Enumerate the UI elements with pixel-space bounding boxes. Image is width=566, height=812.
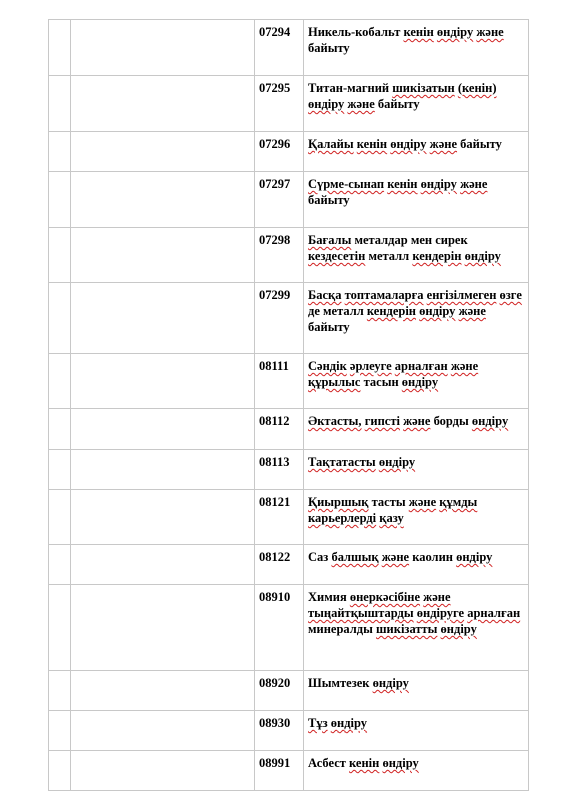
empty-cell-a (49, 545, 71, 585)
activity-code: 08920 (255, 671, 304, 711)
empty-cell-a (49, 20, 71, 76)
empty-cell-a (49, 751, 71, 791)
activity-name: Сәндік әрлеуге арналған және құрылыс тасын өндіру (304, 354, 529, 409)
empty-cell-a (49, 76, 71, 132)
table-row (49, 409, 529, 450)
table-row (49, 711, 529, 751)
classifier-table (48, 19, 529, 791)
activity-name: Әктасты, гипсті және борды өндіру (304, 409, 529, 450)
empty-cell-b (71, 450, 255, 490)
empty-cell-b (71, 354, 255, 409)
activity-code: 08121 (255, 490, 304, 545)
empty-cell-a (49, 172, 71, 228)
activity-code: 08111 (255, 354, 304, 409)
table-row (49, 671, 529, 711)
activity-code: 07295 (255, 76, 304, 132)
table-row (49, 450, 529, 490)
activity-name: Шымтезек өндіру (304, 671, 529, 711)
empty-cell-b (71, 409, 255, 450)
activity-code: 08930 (255, 711, 304, 751)
empty-cell-a (49, 228, 71, 283)
activity-name: Бағалы металдар мен сирек кездесетін металл кендерін өндіру (304, 228, 529, 283)
empty-cell-b (71, 132, 255, 172)
activity-name: Титан-магний шикізатын (кенін) өндіру және байыту (304, 76, 529, 132)
empty-cell-b (71, 20, 255, 76)
empty-cell-b (71, 76, 255, 132)
table-row (49, 132, 529, 172)
table-row (49, 585, 529, 671)
empty-cell-a (49, 409, 71, 450)
empty-cell-a (49, 354, 71, 409)
activity-name: Басқа топтамаларға енгізілмеген өзге де металл кендерін өндіру және байыту (304, 283, 529, 354)
empty-cell-b (71, 585, 255, 671)
empty-cell-a (49, 490, 71, 545)
activity-code: 07299 (255, 283, 304, 354)
empty-cell-b (71, 671, 255, 711)
activity-code: 07296 (255, 132, 304, 172)
empty-cell-b (71, 711, 255, 751)
empty-cell-b (71, 228, 255, 283)
activity-code: 08122 (255, 545, 304, 585)
table-row (49, 172, 529, 228)
activity-name: Қиыршық тасты және құмды карьерлерді қазу (304, 490, 529, 545)
table-row (49, 228, 529, 283)
empty-cell-a (49, 132, 71, 172)
empty-cell-b (71, 283, 255, 354)
activity-code: 08112 (255, 409, 304, 450)
activity-code: 07297 (255, 172, 304, 228)
activity-name: Қалайы кенін өндіру және байыту (304, 132, 529, 172)
empty-cell-a (49, 283, 71, 354)
table-row (49, 751, 529, 791)
activity-code: 07294 (255, 20, 304, 76)
activity-code: 07298 (255, 228, 304, 283)
empty-cell-b (71, 751, 255, 791)
activity-name: Тұз өндіру (304, 711, 529, 751)
empty-cell-b (71, 490, 255, 545)
activity-name: Саз балшық және каолин өндіру (304, 545, 529, 585)
table-row (49, 283, 529, 354)
empty-cell-a (49, 711, 71, 751)
activity-name: Никель-кобальт кенін өндіру және байыту (304, 20, 529, 76)
table-row (49, 20, 529, 76)
empty-cell-b (71, 172, 255, 228)
activity-name: Асбест кенін өндіру (304, 751, 529, 791)
table-row (49, 490, 529, 545)
empty-cell-a (49, 450, 71, 490)
table-row (49, 354, 529, 409)
activity-name: Химия өнеркәсібіне және тыңайтқыштарды өндіруге арналған минералды шикізатты өндіру (304, 585, 529, 671)
activity-code: 08991 (255, 751, 304, 791)
activity-code: 08910 (255, 585, 304, 671)
table-row (49, 76, 529, 132)
activity-name: Сүрме-сынап кенін өндіру және байыту (304, 172, 529, 228)
table-row (49, 545, 529, 585)
empty-cell-a (49, 585, 71, 671)
classifier-table-body (49, 20, 529, 791)
empty-cell-b (71, 545, 255, 585)
activity-name: Тақтатасты өндіру (304, 450, 529, 490)
activity-code: 08113 (255, 450, 304, 490)
empty-cell-a (49, 671, 71, 711)
